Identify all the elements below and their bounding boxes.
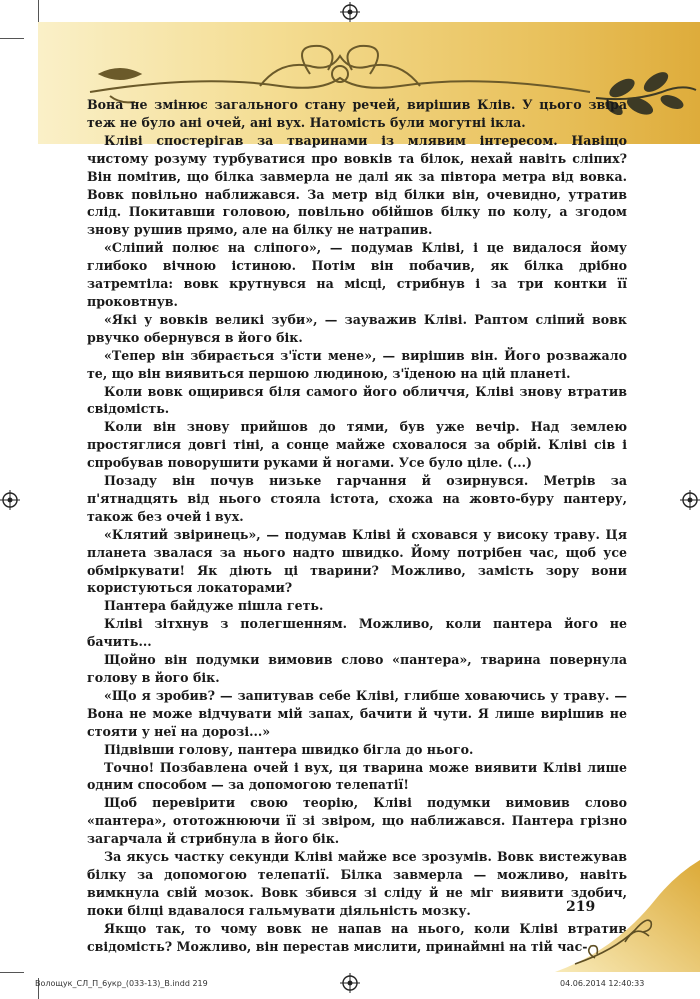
paragraph: «Що я зробив? — запитував себе Кліві, глибше ховаючись у траву. — Вона не може відчувати мій запах, бачити й чути. Я лише вирішив не стояти у неї на дорозі...» xyxy=(87,687,627,739)
paragraph: Підвівши голову, пантера швидко бігла до нього. xyxy=(104,741,474,757)
article-body xyxy=(87,96,627,956)
paragraph: Вона не змінює загального стану речей, вирішив Клів. У цього звіра теж не було ані очей, ані вух. Натомість були могутні ікла. xyxy=(87,97,627,130)
paragraph: «Сліпий полює на сліпого», — подумав Кліві, і це видалося йому глибоко вічною істиною. Потім він побачив, як білка дрібно затремтіла: вовк крутнувся на місці, стрибнув і за три контки її проковтнув. xyxy=(87,240,627,309)
paragraph: Якщо так, то чому вовк не напав на нього, коли Кліві втратив свідомість? Можливо, він перестав мислити, принаймні на тій час- xyxy=(87,920,627,954)
print-slug-filename: Волощук_СЛ_П_6укр_(033-13)_B.indd 219 xyxy=(35,979,208,988)
paragraph: Кліві спостерігав за тваринами із млявим інтересом. Навіщо чистому розуму турбуватися про вовків та білок, нехай навіть сліпих? Він помітив, що білка завмерла не далі як за півтора метра від вовка. Вовк повільно наближався. За метр від білки він, очевидно, утратив слід. Покитавши головою, повільно обійшов білку по колу, а згодом знову рушив прямо, але на білку не натрапив. xyxy=(87,132,627,238)
registration-mark-icon xyxy=(340,973,360,993)
paragraph: Кліві зітхнув з полегшенням. Можливо, коли пантера його не бачить... xyxy=(87,616,627,650)
paragraph: «Клятий звіринець», — подумав Кліві й сховався у високу траву. Ця планета звалася за нього надто швидко. Йому потрібен час, щоб усе обміркувати! Як діють ці тварини? Можливо, замість зору вони користуються локаторами? xyxy=(87,526,627,596)
paragraph: «Тепер він збирається з'їсти мене», — вирішив він. Його розважало те, що він виявиться першою людиною, з'їденою на цій планеті. xyxy=(87,347,627,381)
paragraph: «Які у вовків великі зуби», — зауважив Кліві. Раптом сліпий вовк рвучко обернувся в його бік. xyxy=(87,311,627,345)
registration-mark-icon xyxy=(0,490,20,510)
corner-swirl-ornament xyxy=(555,860,700,972)
paragraph: Пантера байдуже пішла геть. xyxy=(104,598,324,614)
print-slug-timestamp: 04.06.2014 12:40:33 xyxy=(560,979,645,988)
registration-mark-icon xyxy=(340,2,360,22)
paragraph: Коли він знову прийшов до тями, був уже вечір. Над землею простяглися довгі тіні, а сонце майже сховалося за обрій. Кліві сів і спробував поворушити руками й ногами. Усе було ціле. (...) xyxy=(87,419,627,471)
crop-mark xyxy=(0,972,24,973)
paragraph: Точно! Позбавлена очей і вух, ця тварина може виявити Кліві лише одним способом — за допомогою телепатії! xyxy=(87,759,627,793)
paragraph: За якусь частку секунди Кліві майже все зрозумів. Вовк виcтежував білку за допомогою телепатії. Білка завмерла — можливо, навіть вимкнула свій мозок. Вовк збився зі сліду й не міг виявити здобич, поки білці вдавалося гальмувати діяльність мозку. xyxy=(87,849,627,918)
paragraph: Щойно він подумки вимовив слово «пантера», тварина повернула голову в його бік. xyxy=(87,652,627,685)
registration-mark-icon xyxy=(680,490,700,510)
paragraph: Коли вовк ощирився біля самого його обличчя, Кліві знову втратив свідомість. xyxy=(87,383,627,417)
crop-mark xyxy=(38,0,39,24)
paragraph: Позаду він почув низьке гарчання й озирнувся. Метрів за п'ятнадцять від нього стояла істота, схожа на жовто-буру пантеру, також без очей і вух. xyxy=(87,473,627,524)
crop-mark xyxy=(0,38,24,39)
page-number: 219 xyxy=(566,899,596,915)
paragraph: Щоб перевірити свою теорію, Кліві подумки вимовив слово «пантера», ототожнюючи її зі звіром, що наближався. Пантера грізно загарчала й стрибнула в його бік. xyxy=(87,795,627,847)
